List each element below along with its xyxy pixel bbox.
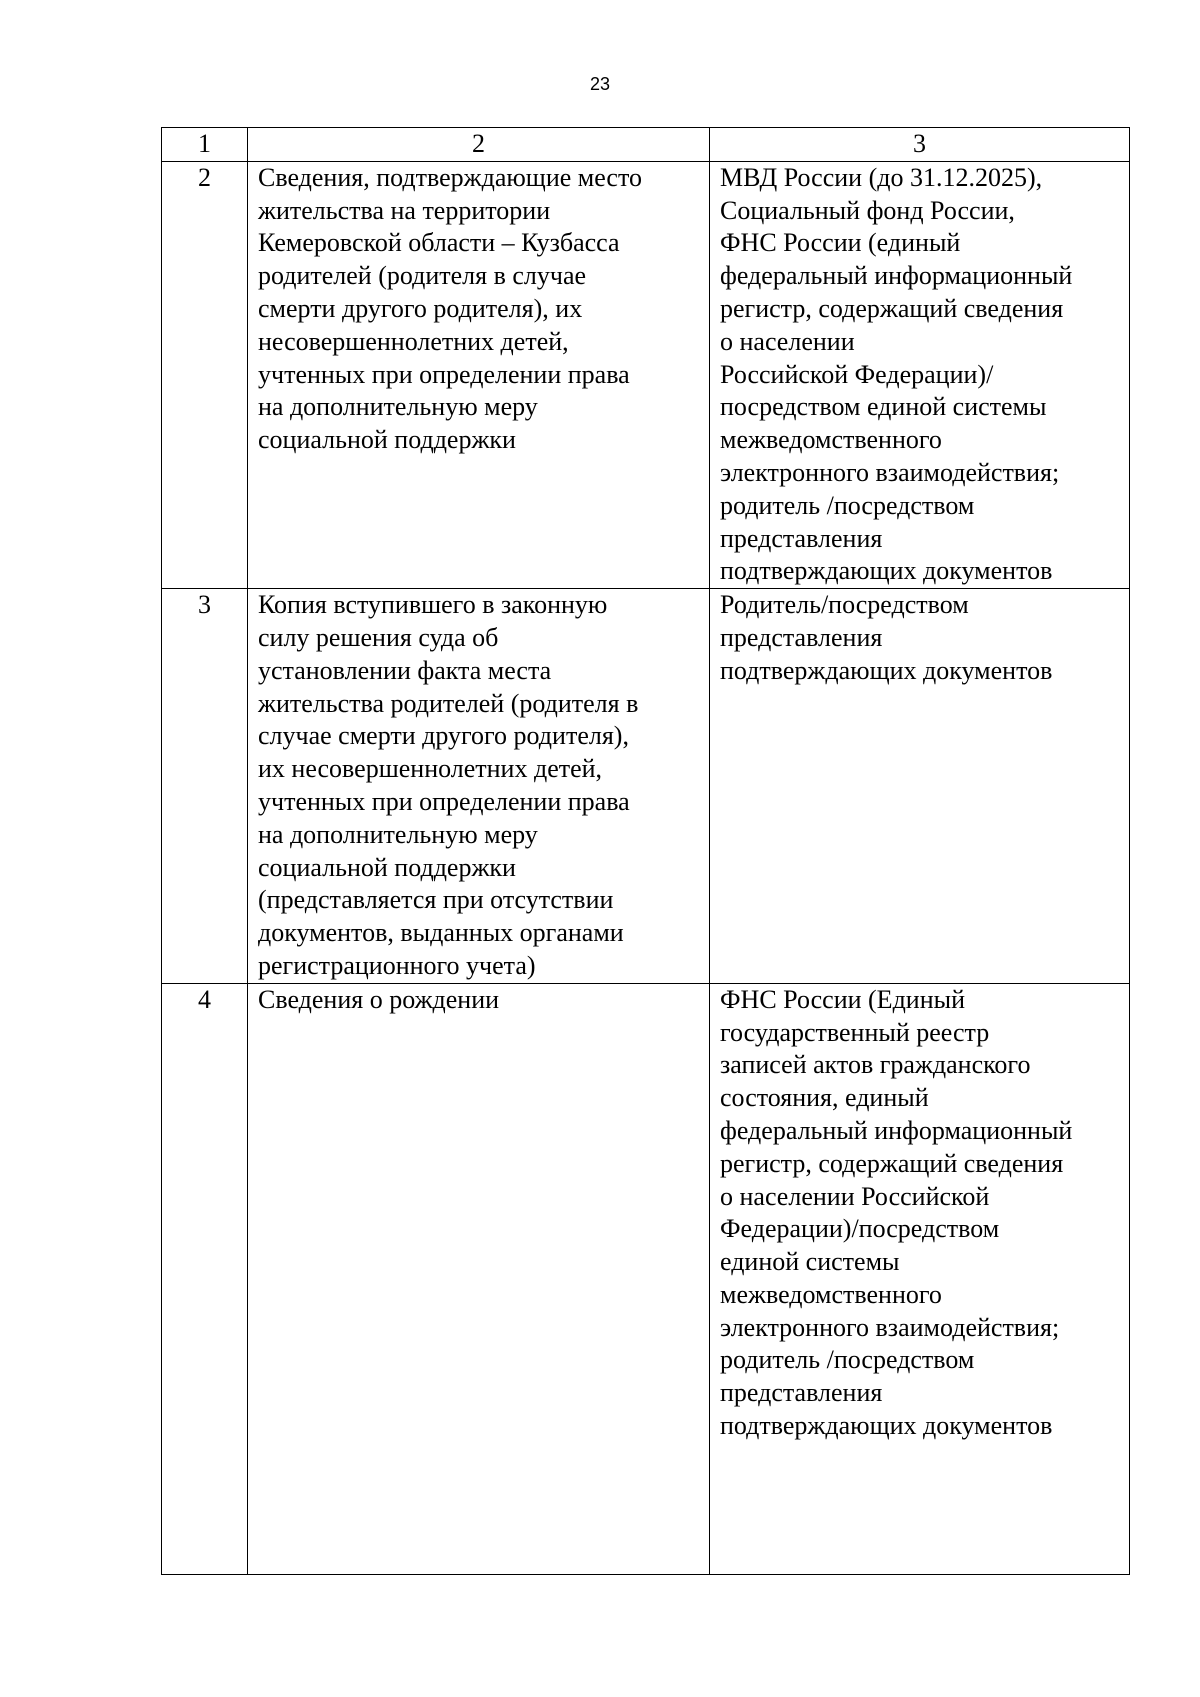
cell-text-line: ФНС России (единый xyxy=(720,228,961,258)
cell-text-line: учтенных при определении права xyxy=(258,786,630,816)
cell-text-line: (представляется при отсутствии xyxy=(258,885,614,915)
cell-text-line: подтверждающих документов xyxy=(720,655,1053,685)
cell-text-line: федеральный информационный xyxy=(720,1115,1073,1145)
header-cell-3: 3 xyxy=(710,128,1130,162)
table-row xyxy=(162,589,1130,984)
source-cell xyxy=(710,589,1130,984)
cell-text-line: подтверждающих документов xyxy=(720,1411,1053,1441)
cell-text-line: представления xyxy=(720,1378,883,1408)
cell-text-line: о населении Российской xyxy=(720,1181,990,1211)
cell-text-line: социальной поддержки xyxy=(258,425,516,455)
cell-text-line: смерти другого родителя), их xyxy=(258,293,583,323)
cell-text-line: электронного взаимодействия; xyxy=(720,1312,1060,1342)
source-cell xyxy=(710,983,1130,1574)
cell-text-line: Родитель/посредством xyxy=(720,590,969,620)
table-row xyxy=(162,983,1130,1574)
page-number: 23 xyxy=(589,74,611,94)
cell-text-line: случае смерти другого родителя), xyxy=(258,721,629,751)
source-cell xyxy=(710,161,1130,588)
cell-text-line: родитель /посредством xyxy=(720,1345,975,1375)
cell-text-line: родителей (родителя в случае xyxy=(258,261,587,291)
document-table xyxy=(161,127,1130,1575)
document-name-cell xyxy=(248,161,710,588)
cell-text-line: Российской Федерации)/ xyxy=(720,359,994,389)
cell-text-line: Социальный фонд России, xyxy=(720,195,1015,225)
cell-text-line: записей актов гражданского xyxy=(720,1050,1031,1080)
cell-text-line: межведомственного xyxy=(720,425,942,455)
table-header-row xyxy=(162,128,1130,162)
cell-text-line: жительства родителей (родителя в xyxy=(258,688,639,718)
cell-text-line: силу решения суда об xyxy=(258,622,499,652)
cell-text-line: ФНС России (Единый xyxy=(720,984,966,1014)
cell-text-line: их несовершеннолетних детей, xyxy=(258,754,603,784)
cell-text-line: Федерации)/посредством xyxy=(720,1214,1000,1244)
cell-text-line: государственный реестр xyxy=(720,1017,990,1047)
cell-text-line: регистрационного учета) xyxy=(258,950,536,980)
document-name-cell xyxy=(248,983,710,1574)
cell-text-line: несовершеннолетних детей, xyxy=(258,326,569,356)
cell-text-line: МВД России (до 31.12.2025), xyxy=(720,162,1043,192)
cell-text-line: Сведения о рождении xyxy=(258,984,500,1014)
document-name-cell xyxy=(248,589,710,984)
cell-text-line: Сведения, подтверждающие место xyxy=(258,162,642,192)
row-number: 3 xyxy=(162,589,248,984)
cell-text-line: федеральный информационный xyxy=(720,261,1073,291)
cell-text-line: на дополнительную меру xyxy=(258,819,538,849)
cell-text-line: учтенных при определении права xyxy=(258,359,630,389)
cell-text-line: посредством единой системы xyxy=(720,392,1047,422)
row-number: 2 xyxy=(162,161,248,588)
cell-text-line: подтверждающих документов xyxy=(720,556,1053,586)
cell-text-line: регистр, содержащий сведения xyxy=(720,293,1064,323)
cell-text-line: социальной поддержки xyxy=(258,852,516,882)
cell-text-line: единой системы xyxy=(720,1247,900,1277)
cell-text-line: документов, выданных органами xyxy=(258,918,624,948)
cell-text-line: на дополнительную меру xyxy=(258,392,538,422)
table-row xyxy=(162,161,1130,588)
cell-text-line: межведомственного xyxy=(720,1279,942,1309)
cell-text-line: представления xyxy=(720,523,883,553)
cell-text-line: регистр, содержащий сведения xyxy=(720,1148,1064,1178)
cell-text-line: представления xyxy=(720,622,883,652)
cell-text-line: Копия вступившего в законную xyxy=(258,590,608,620)
header-cell-2: 2 xyxy=(248,128,710,162)
cell-text-line: Кемеровской области – Кузбасса xyxy=(258,228,620,258)
cell-text-line: установлении факта места xyxy=(258,655,552,685)
cell-text-line: о населении xyxy=(720,326,855,356)
cell-text-line: родитель /посредством xyxy=(720,490,975,520)
cell-text-line: состояния, единый xyxy=(720,1083,929,1113)
row-number: 4 xyxy=(162,983,248,1574)
cell-text-line: жительства на территории xyxy=(258,195,551,225)
cell-text-line: электронного взаимодействия; xyxy=(720,457,1060,487)
header-cell-1: 1 xyxy=(162,128,248,162)
